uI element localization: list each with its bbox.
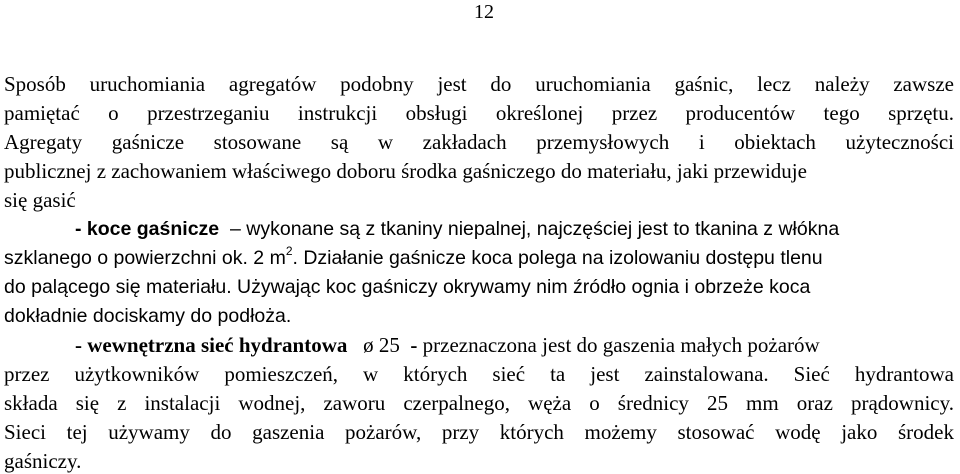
text-line: publicznej z zachowaniem właściwego doboru środka gaśniczego do materiału, jaki przewiduje (4, 159, 807, 183)
text-line: do palącego się materiału. Używając koc gaśniczy okrywamy nim źródło ognia i obrzeże koca (4, 276, 811, 298)
hydrant-dash: - (410, 333, 418, 357)
hydrant-diameter: ø 25 (363, 333, 400, 357)
page-number: 12 (474, 1, 494, 23)
text-line: składa się z instalacji wodnej, zaworu czerpalnego, węża o średnicy 25 mm oraz prądownicy. (4, 391, 954, 415)
text-line: dokładnie dociskamy do podłoża. (4, 305, 292, 327)
text-line: przez użytkowników pomieszczeń, w których sieć ta jest zainstalowana. Sieć hydrantowa (4, 362, 954, 386)
koce-label: - koce gaśnicze (75, 218, 220, 240)
superscript: 2 (285, 244, 293, 258)
text-line: Sposób uruchomiania agregatów podobny jest do uruchomiania gaśnic, lecz należy zawsze (4, 72, 954, 96)
hydrant-description: przeznaczona jest do gaszenia małych pożarów (422, 333, 820, 357)
hydrant-label: - wewnętrzna sieć hydrantowa (75, 333, 348, 357)
koce-action-text: . Działanie gaśnicze koca polega na izolowaniu dostępu tlenu (292, 247, 823, 269)
text-line (75, 217, 955, 241)
text-line: gaśniczy. (4, 449, 82, 473)
koce-area-text: szklanego o powierzchni ok. 2 m (4, 247, 286, 269)
text-line: Agregaty gaśnicze stosowane są w zakładach przemysłowych i obiektach użyteczności (4, 130, 954, 154)
text-line (4, 246, 954, 270)
koce-description: – wykonane są z tkaniny niepalnej, najczęściej jest to tkanina z włókna (230, 218, 840, 240)
text-line: się gasić (4, 188, 76, 212)
text-line: pamiętać o przestrzeganiu instrukcji obsługi określonej przez producentów tego sprzętu. (4, 101, 954, 125)
text-line: Sieci tej używamy do gaszenia pożarów, przy których możemy stosować wodę jako środek (4, 420, 954, 444)
text-line (75, 333, 955, 357)
